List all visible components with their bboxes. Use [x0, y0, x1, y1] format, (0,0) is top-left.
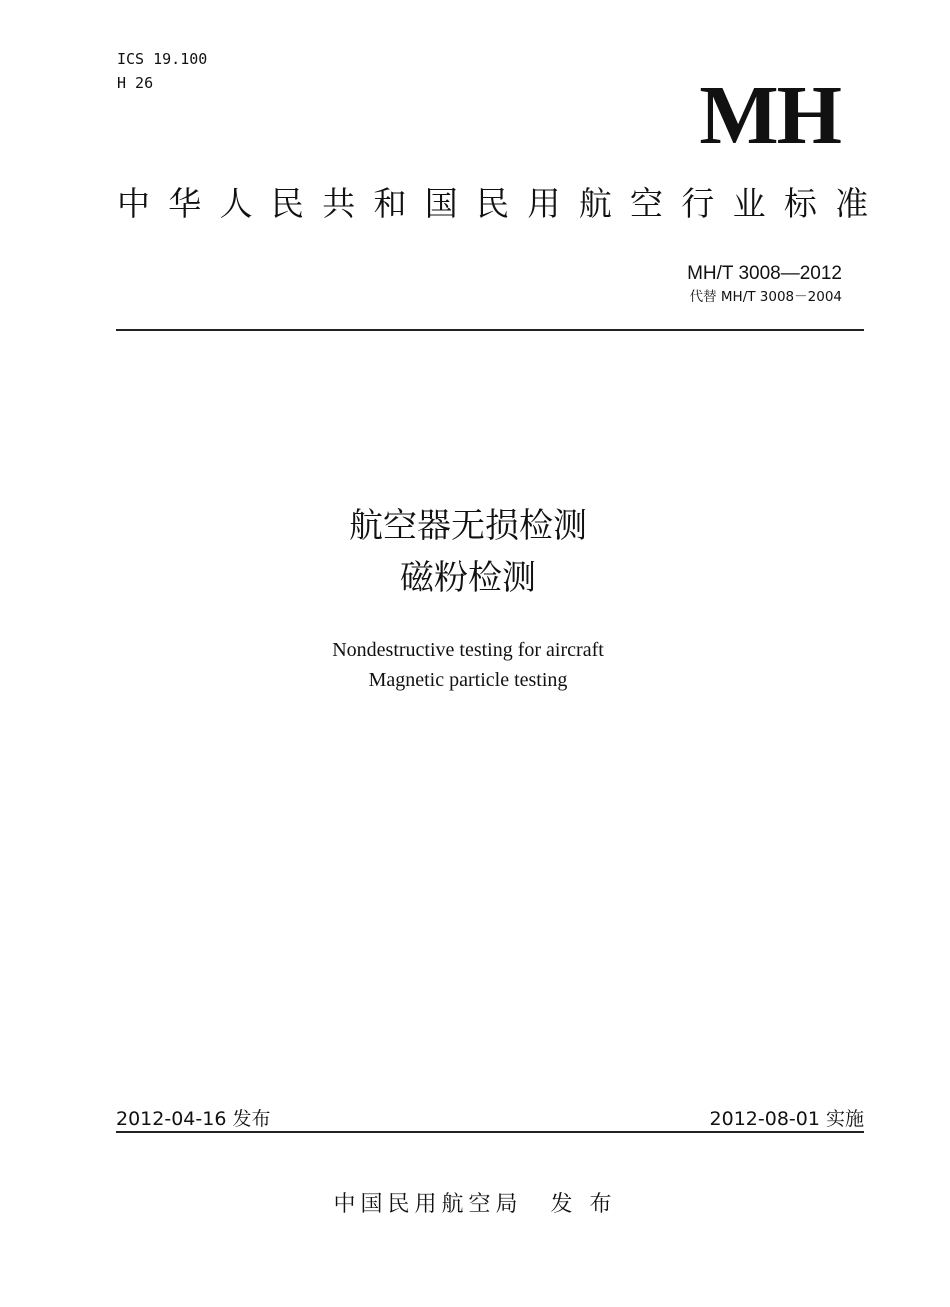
- publisher-name: 中国民用航空局: [333, 1192, 523, 1217]
- bottom-divider: [116, 1131, 864, 1133]
- classification-code: H 26: [117, 74, 154, 92]
- standard-number: MH/T 3008—2012: [687, 263, 842, 284]
- implementation-date: 2012-08-01 实施: [709, 1108, 864, 1130]
- top-divider: [116, 329, 864, 331]
- publisher-line: [0, 1190, 950, 1220]
- issue-date: 2012-04-16 发布: [116, 1108, 271, 1130]
- chinese-title-line-2: 磁粉检测: [400, 558, 536, 598]
- standard-category-title: 中华人民共和国民用航空行业标准: [117, 184, 887, 223]
- mh-logo: MH: [699, 69, 840, 162]
- ics-code: ICS 19.100: [117, 50, 208, 68]
- chinese-title-line-1: 航空器无损检测: [349, 506, 587, 546]
- english-title-line-2: Magnetic particle testing: [368, 669, 568, 691]
- replaces-standard: 代替 MH/T 3008－2004: [689, 289, 842, 305]
- publisher-action: 发 布: [550, 1192, 617, 1217]
- english-title-line-1: Nondestructive testing for aircraft: [332, 639, 604, 661]
